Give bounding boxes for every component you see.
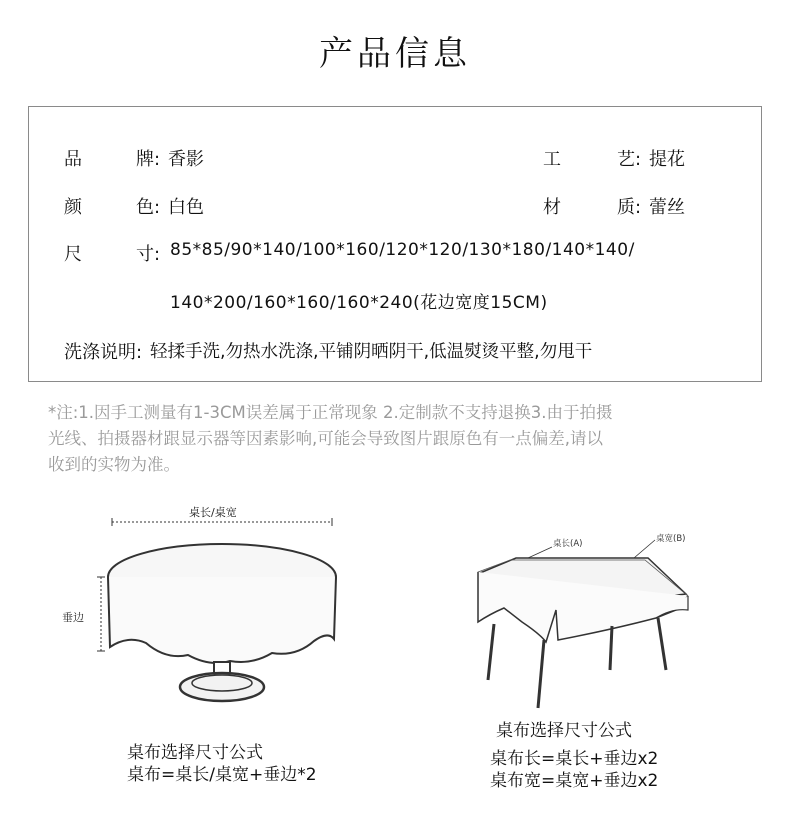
round-caption-formula: 桌布=桌长/桌宽+垂边*2 — [127, 765, 317, 785]
rect-table-illustration — [460, 530, 700, 715]
rect-caption-formulas — [490, 748, 658, 792]
note-line-3: 收到的实物为准。 — [48, 455, 180, 474]
color-value: 白色 — [168, 197, 204, 218]
round-side-label: 垂边 — [62, 611, 84, 624]
color-label-char1: 颜 — [64, 197, 82, 218]
brand-label-char1: 品 — [64, 149, 82, 170]
rect-length-label: 桌长(A) — [553, 539, 583, 549]
wash-value: 轻揉手洗,勿热水洗涤,平铺阴晒阴干,低温熨烫平整,勿甩干 — [150, 342, 593, 362]
craft-label-char1: 工 — [543, 149, 561, 170]
brand-label-char2: 牌: — [136, 149, 161, 170]
material-label-char1: 材 — [543, 197, 561, 218]
page-title: 产品信息 — [319, 34, 471, 74]
color-label-char2: 色: — [136, 197, 161, 218]
wash-label: 洗涤说明: — [64, 342, 143, 363]
craft-value: 提花 — [649, 149, 685, 170]
note-line-1: *注:1.因手工测量有1-3CM误差属于正常现象 2.定制款不支持退换3.由于拍摄 — [48, 403, 613, 422]
note-line-2: 光线、拍摄器材跟显示器等因素影响,可能会导致图片跟原色有一点偏差,请以 — [48, 429, 603, 448]
brand-value: 香影 — [168, 149, 204, 170]
craft-label-char2: 艺: — [617, 149, 642, 170]
rect-caption-formula-width: 桌布宽=桌宽+垂边x2 — [490, 771, 659, 791]
round-top-label: 桌长/桌宽 — [189, 506, 237, 519]
size-values-line1: 85*85/90*140/100*160/120*120/130*180/140*140/ — [170, 240, 635, 260]
size-values-line2: 140*200/160*160/160*240(花边宽度15CM) — [170, 293, 548, 313]
round-caption-title: 桌布选择尺寸公式 — [127, 743, 263, 763]
rect-caption-title: 桌布选择尺寸公式 — [496, 721, 632, 741]
disclaimer-note — [48, 400, 748, 478]
material-label-char2: 质: — [617, 197, 642, 218]
size-label-char1: 尺 — [64, 244, 82, 265]
round-caption — [127, 742, 317, 786]
rect-caption-formula-length: 桌布长=桌长+垂边x2 — [490, 749, 659, 769]
size-label-char2: 寸: — [136, 244, 161, 265]
round-table-illustration — [90, 515, 350, 715]
rect-width-label: 桌宽(B) — [656, 534, 686, 544]
material-value: 蕾丝 — [649, 197, 685, 218]
